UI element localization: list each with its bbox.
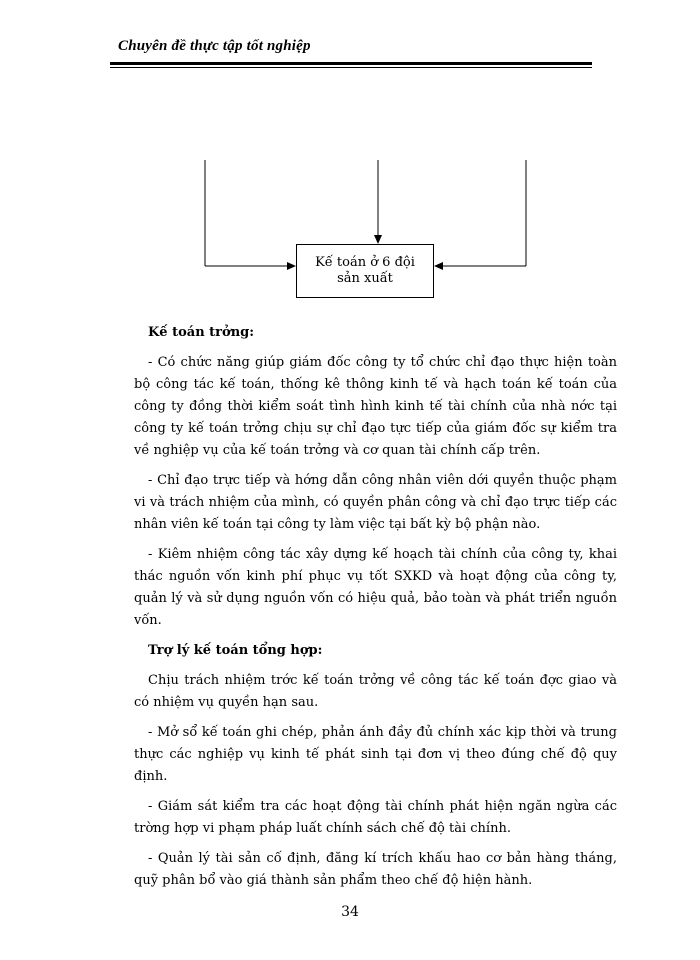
section-heading-chief-accountant: Kế toán trởng: (148, 325, 255, 340)
paragraph: - Có chức năng giúp giám đốc công ty tổ chức chỉ đạo thực hiện toàn bộ công tác kế toán, thống kê thông kinh tế và hạch toán kế toán của công ty đồng thời kiểm soát tình hình kinh tế tài chính của nhà nớc tại công ty kế toán trởng chịu sự chỉ đạo tực tiếp của giám đốc sự kiểm tra về nghiệp vụ của kế toán trởng và cơ quan tài chính cấp trên. (134, 355, 617, 458)
paragraph: - Chỉ đạo trực tiếp và hớng dẫn công nhân viên dới quyền thuộc phạm vi và trách nhiệm của mình, có quyền phân công và chỉ đạo trực tiếp các nhân viên kế toán tại công ty làm việc tại bất kỳ bộ phận nào. (134, 473, 617, 532)
document-body (134, 322, 617, 900)
paragraph: - Kiêm nhiệm công tác xây dựng kế hoạch tài chính của công ty, khai thác nguồn vốn kinh phí phục vụ tốt SXKD và hoạt động của công ty, quản lý và sử dụng nguồn vốn có hiệu quả, bảo toàn và phát triển nguồn vốn. (134, 547, 617, 628)
paragraph: - Quản lý tài sản cố định, đăng kí trích khấu hao cơ bản hàng tháng, quỹ phân bổ vào giá thành sản phẩm theo chế độ hiện hành. (134, 851, 617, 888)
paragraph: - Mở sổ kế toán ghi chép, phản ánh đầy đủ chính xác kịp thời và trung thực các nghiệp vụ kinh tế phát sinh tại đơn vị theo đúng chế độ quy định. (134, 725, 617, 784)
box-label-line1: Kế toán ở 6 đội (315, 255, 415, 270)
team-accounting-box (296, 244, 434, 298)
page-number: 34 (341, 904, 359, 920)
paragraph: Chịu trách nhiệm trớc kế toán trởng về công tác kế toán đợc giao và có nhiệm vụ quyền hạn sau. (134, 673, 617, 710)
section-heading-general-accounting-assistant: Trợ lý kế toán tổng hợp: (148, 643, 323, 658)
header-rule-thick (110, 62, 592, 65)
box-label-line2: sản xuất (337, 271, 393, 286)
paragraph: - Giám sát kiểm tra các hoạt động tài chính phát hiện ngăn ngừa các trờng hợp vi phạm pháp luất chính sách chế độ tài chính. (134, 799, 617, 836)
header-title: Chuyên đề thực tập tốt nghiệp (118, 38, 311, 54)
header-rule-thin (110, 67, 592, 68)
